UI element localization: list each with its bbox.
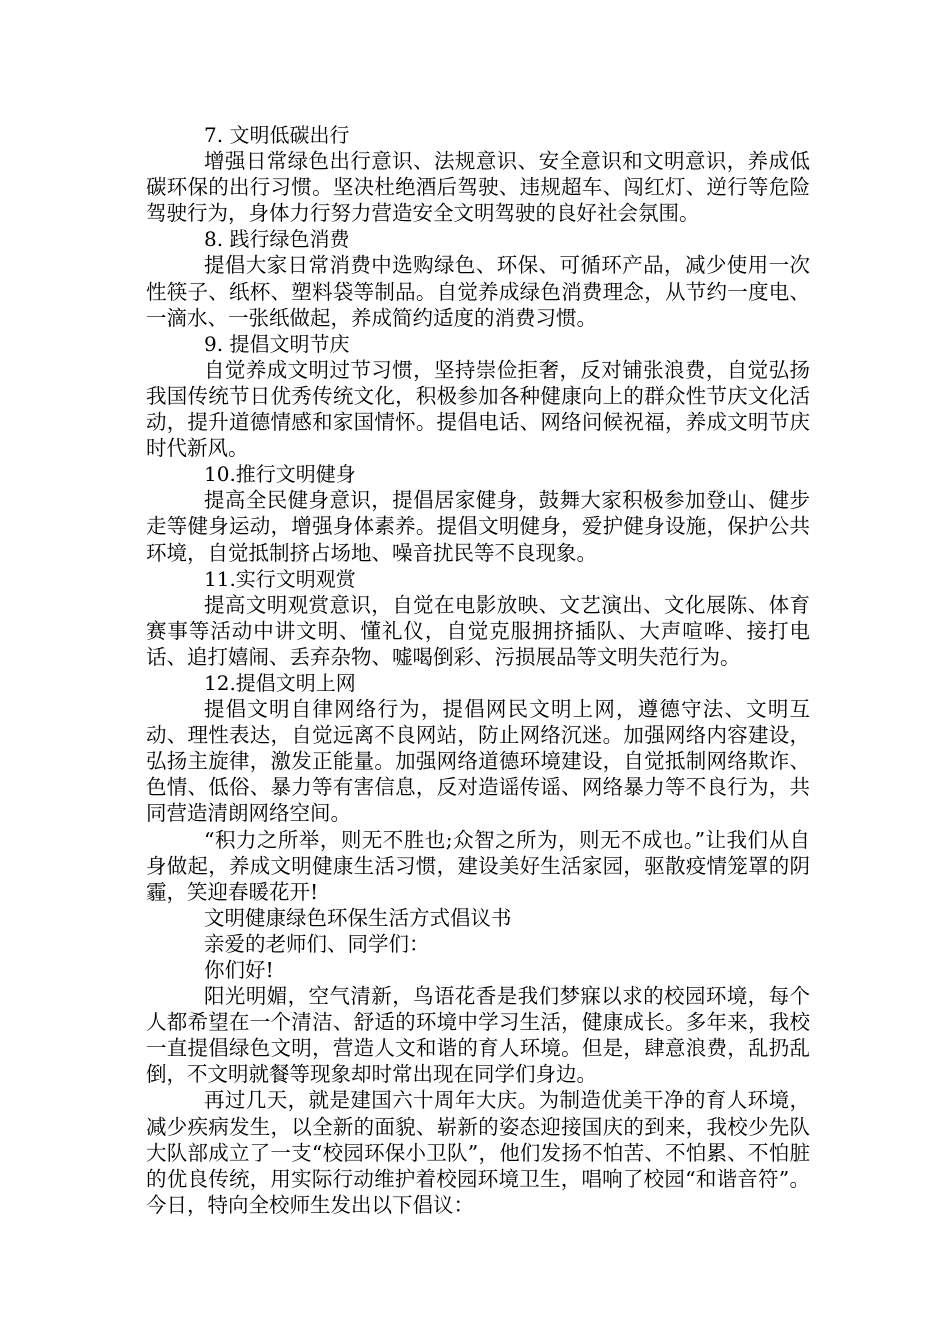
section-heading-11: 11.实行文明观赏 (204, 566, 356, 591)
section-heading-12: 12.提倡文明上网 (204, 670, 356, 695)
section-heading-10: 10.推行文明健身 (204, 462, 356, 487)
greeting: 你们好! (204, 958, 274, 982)
section-heading-8: 8. 践行绿色消费 (204, 227, 350, 252)
paragraph-8: 提倡大家日常消费中选购绿色、环保、可循环产品，减少使用一次性筷子、纸杯、塑料袋等制品。自觉养成绿色消费理念，从节约一度电、一滴水、一张纸做起，养成简约适度的消费习惯。 (146, 253, 810, 330)
paragraph-9: 自觉养成文明过节习惯，坚持崇俭拒奢，反对铺张浪费，自觉弘扬我国传统节日优秀传统文化，积极参加各种健康向上的群众性节庆文化活动，提升道德情感和家国情怀。提倡电话、网络问候祝福，养成文明节庆时代新风。 (146, 357, 810, 461)
salutation: 亲爱的老师们、同学们： (204, 931, 430, 956)
proposal-paragraph-2: 再过几天，就是建国六十周年大庆。为制造优美干净的育人环境，减少疾病发生，以全新的面貌、崭新的姿态迎接国庆的到来，我校少先队大队部成立了一支“校园环保小卫队”，他们发扬不怕苦、不怕累、不怕脏的优良传统，用实际行动维护着校园环境卫生，唱响了校园“和谐音符”。今日，特向全校师生发出以下倡议： (146, 1088, 810, 1217)
paragraph-7: 增强日常绿色出行意识、法规意识、安全意识和文明意识，养成低碳环保的出行习惯。坚决杜绝酒后驾驶、违规超车、闯红灯、逆行等危险驾驶行为，身体力行努力营造安全文明驾驶的良好社会氛围。 (146, 149, 810, 226)
document-page (146, 122, 810, 1218)
proposal-title: 文明健康绿色环保生活方式倡议书 (204, 905, 512, 930)
paragraph-12: 提倡文明自律网络行为，提倡网民文明上网，遵德守法、文明互动、理性表达，自觉远离不良网站，防止网络沉迷。加强网络内容建设，弘扬主旋律，激发正能量。加强网络道德环境建设，自觉抵制网络欺诈、色情、低俗、暴力等有害信息，反对造谣传谣、网络暴力等不良行为，共同营造清朗网络空间。 (146, 697, 810, 826)
paragraph-11: 提高文明观赏意识，自觉在电影放映、文艺演出、文化展陈、体育赛事等活动中讲文明、懂礼仪，自觉克服拥挤插队、大声喧哗、接打电话、追打嬉闹、丢弃杂物、嘘喝倒彩、污损展品等文明失范行为。 (146, 592, 810, 669)
section-heading-9: 9. 提倡文明节庆 (204, 331, 350, 356)
proposal-paragraph-1: 阳光明媚，空气清新，鸟语花香是我们梦寐以求的校园环境，每个人都希望在一个清洁、舒适的环境中学习生活，健康成长。多年来，我校一直提倡绿色文明，营造人文和谐的育人环境。但是，肆意浪费，乱扔乱倒，不文明就餐等现象却时常出现在同学们身边。 (146, 984, 810, 1087)
section-heading-7: 7. 文明低碳出行 (204, 123, 350, 147)
paragraph-10: 提高全民健身意识，提倡居家健身，鼓舞大家积极参加登山、健步走等健身运动，增强身体素养。提倡文明健身，爱护健身设施，保护公共环境，自觉抵制挤占场地、噪音扰民等不良现象。 (146, 488, 810, 565)
closing-quote-paragraph: “积力之所举，则无不胜也;众智之所为，则无不成也。”让我们从自身做起，养成文明健康生活习惯，建设美好生活家园，驱散疫情笼罩的阴霾，笑迎春暖花开! (146, 827, 810, 904)
